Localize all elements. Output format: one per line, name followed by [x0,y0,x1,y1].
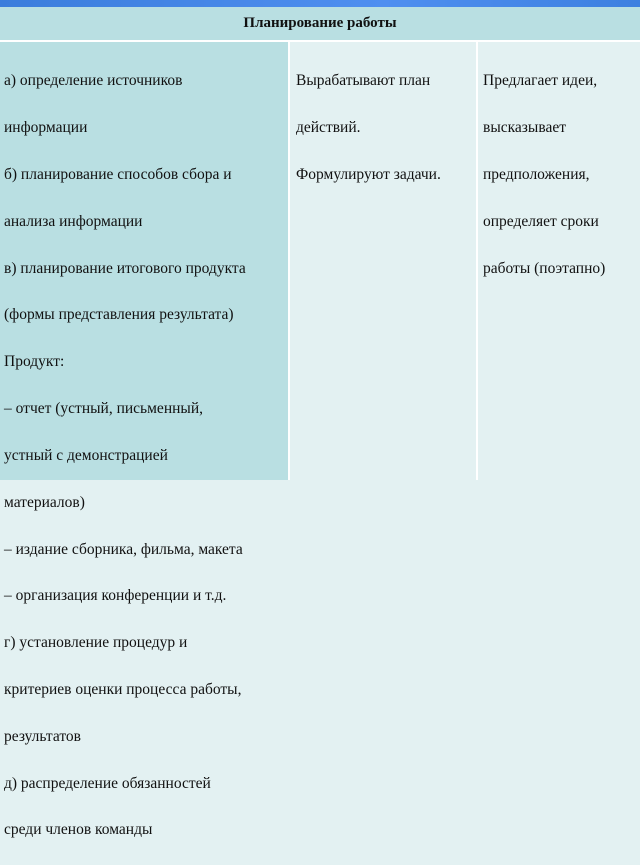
cell-line: – издание сборника, фильма, макета [4,540,243,558]
cell-line: в) планирование итогового продукта [4,259,246,277]
planning-table [0,7,640,839]
cell-line: результатов [4,727,81,745]
table-cell-tasks [0,42,288,839]
cell-line: Формулируют задачи. [296,166,441,184]
cell-line: критериев оценки процесса работы, [4,680,242,698]
cell-line: г) установление процедур и [4,634,188,652]
cell-line: среди членов команды [4,821,153,839]
cell-line: а) определение источников [4,72,183,90]
cell-line: определяет сроки [483,212,599,230]
cell-line: (формы представления результата) [4,306,234,324]
cell-line: б) планирование способов сбора и [4,166,232,184]
cell-line: предположения, [483,166,590,184]
cell-line: действий. [296,119,361,137]
cell-line: – организация конференции и т.д. [4,587,227,605]
cell-line: устный с демонстрацией [4,446,168,464]
table-header [0,7,640,42]
table-cell-students [290,42,476,480]
cell-line: материалов) [4,493,85,511]
cell-line: информации [4,119,88,137]
cell-line: работы (поэтапно) [483,259,606,277]
cell-line: д) распределение обязанностей [4,774,211,792]
cell-line: – отчет (устный, письменный, [4,400,203,418]
top-accent-strip [0,0,640,7]
cell-line: высказывает [483,119,566,137]
table-header-title: Планирование работы [243,15,397,31]
cell-line: анализа информации [4,212,143,230]
cell-line: Вырабатывают план [296,72,431,90]
table-cell-teacher [478,42,640,480]
cell-line: Продукт: [4,353,65,371]
cell-line: Предлагает идеи, [483,72,598,90]
